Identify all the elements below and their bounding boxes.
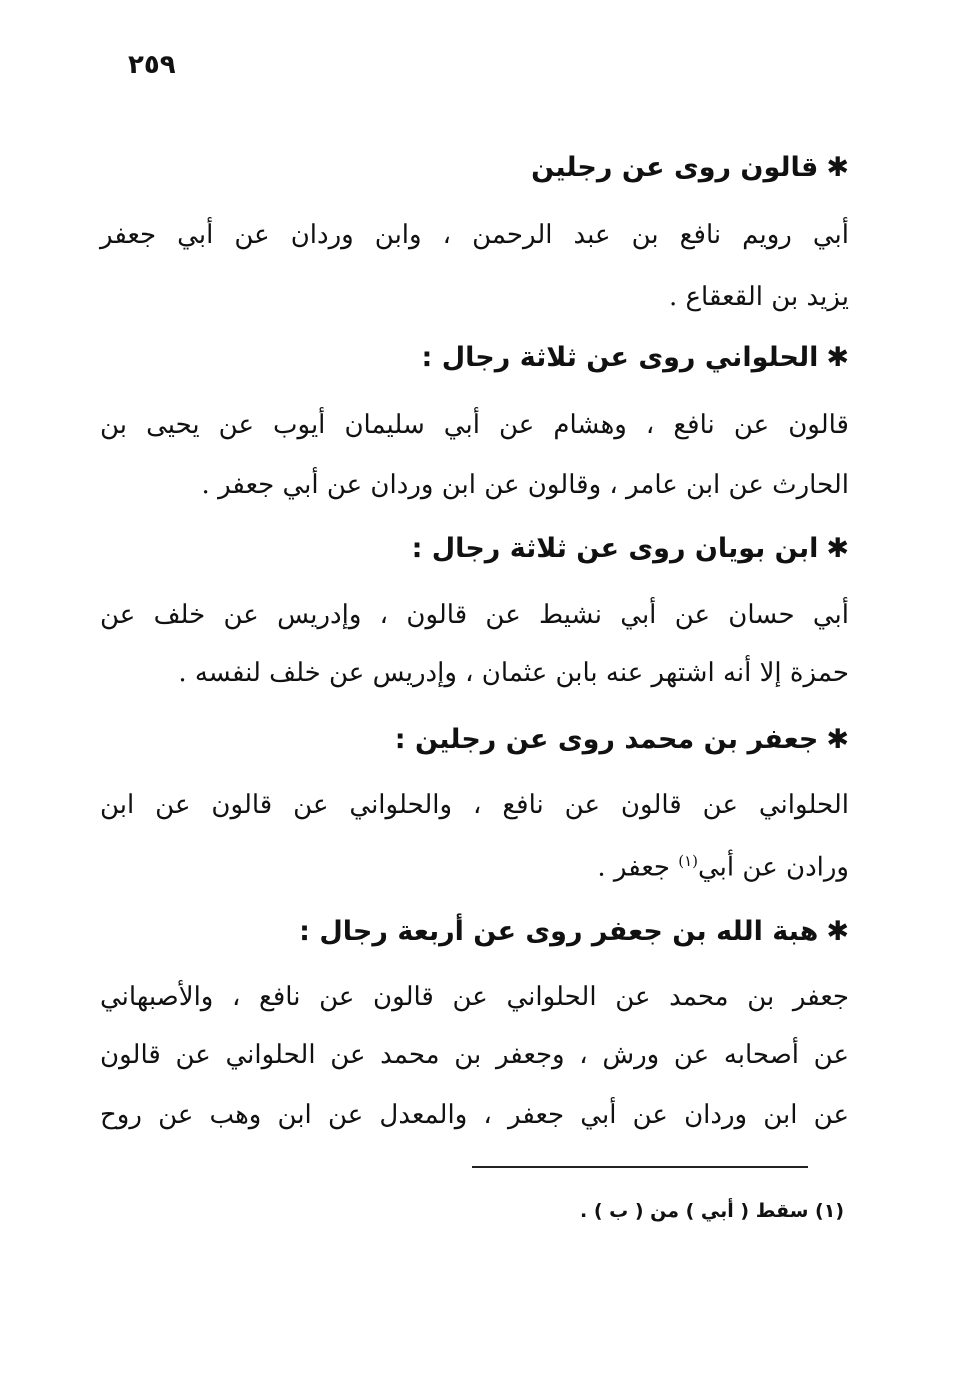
section-4-line-2: ورادن عن أبي$^{(١)}$ جعفر .	[597, 852, 849, 883]
section-3-line-1: أبي حسان عن أبي نشيط عن قالون ، وإدريس عن خلف عن	[100, 600, 849, 630]
section-heading-1: ✱قالون روى عن رجلين	[531, 152, 849, 183]
section-1-line-2: يزيد بن القعقاع .	[669, 282, 849, 312]
star-bullet-icon: ✱	[826, 724, 849, 755]
page-number: ٢٥٩	[128, 50, 176, 80]
star-bullet-icon: ✱	[826, 533, 849, 564]
section-heading-2: ✱الحلواني روى عن ثلاثة رجال :	[421, 342, 849, 373]
footnote-divider	[472, 1166, 808, 1168]
section-heading-3: ✱ابن بويان روى عن ثلاثة رجال :	[411, 533, 849, 564]
section-1-line-1: أبي رويم نافع بن عبد الرحمن ، وابن وردان عن أبي جعفر	[100, 220, 849, 250]
footnote-marker[interactable]: (١)	[678, 852, 699, 870]
section-2-line-2: الحارث عن ابن عامر ، وقالون عن ابن وردان عن أبي جعفر .	[201, 470, 849, 500]
section-5-line-2: عن أصحابه عن ورش ، وجعفر بن محمد عن الحلواني عن قالون	[100, 1040, 849, 1070]
section-heading-5: ✱هبة الله بن جعفر روى عن أربعة رجال :	[299, 916, 849, 947]
star-bullet-icon: ✱	[826, 342, 849, 373]
footnote: (١) سقط ( أبي ) من ( ب ) .	[580, 1200, 844, 1222]
section-5-line-1: جعفر بن محمد عن الحلواني عن قالون عن نافع ، والأصبهاني	[100, 982, 849, 1012]
section-2-line-1: قالون عن نافع ، وهشام عن أبي سليمان أيوب عن يحيى بن	[100, 410, 849, 440]
section-3-line-2: حمزة إلا أنه اشتهر عنه بابن عثمان ، وإدريس عن خلف لنفسه .	[178, 658, 849, 688]
section-5-line-3: عن ابن وردان عن أبي جعفر ، والمعدل عن ابن وهب عن روح	[100, 1100, 849, 1130]
section-heading-4: ✱جعفر بن محمد روى عن رجلين :	[394, 724, 849, 755]
star-bullet-icon: ✱	[826, 916, 849, 947]
section-4-line-1: الحلواني عن قالون عن نافع ، والحلواني عن قالون عن ابن	[100, 790, 849, 820]
star-bullet-icon: ✱	[826, 152, 849, 183]
